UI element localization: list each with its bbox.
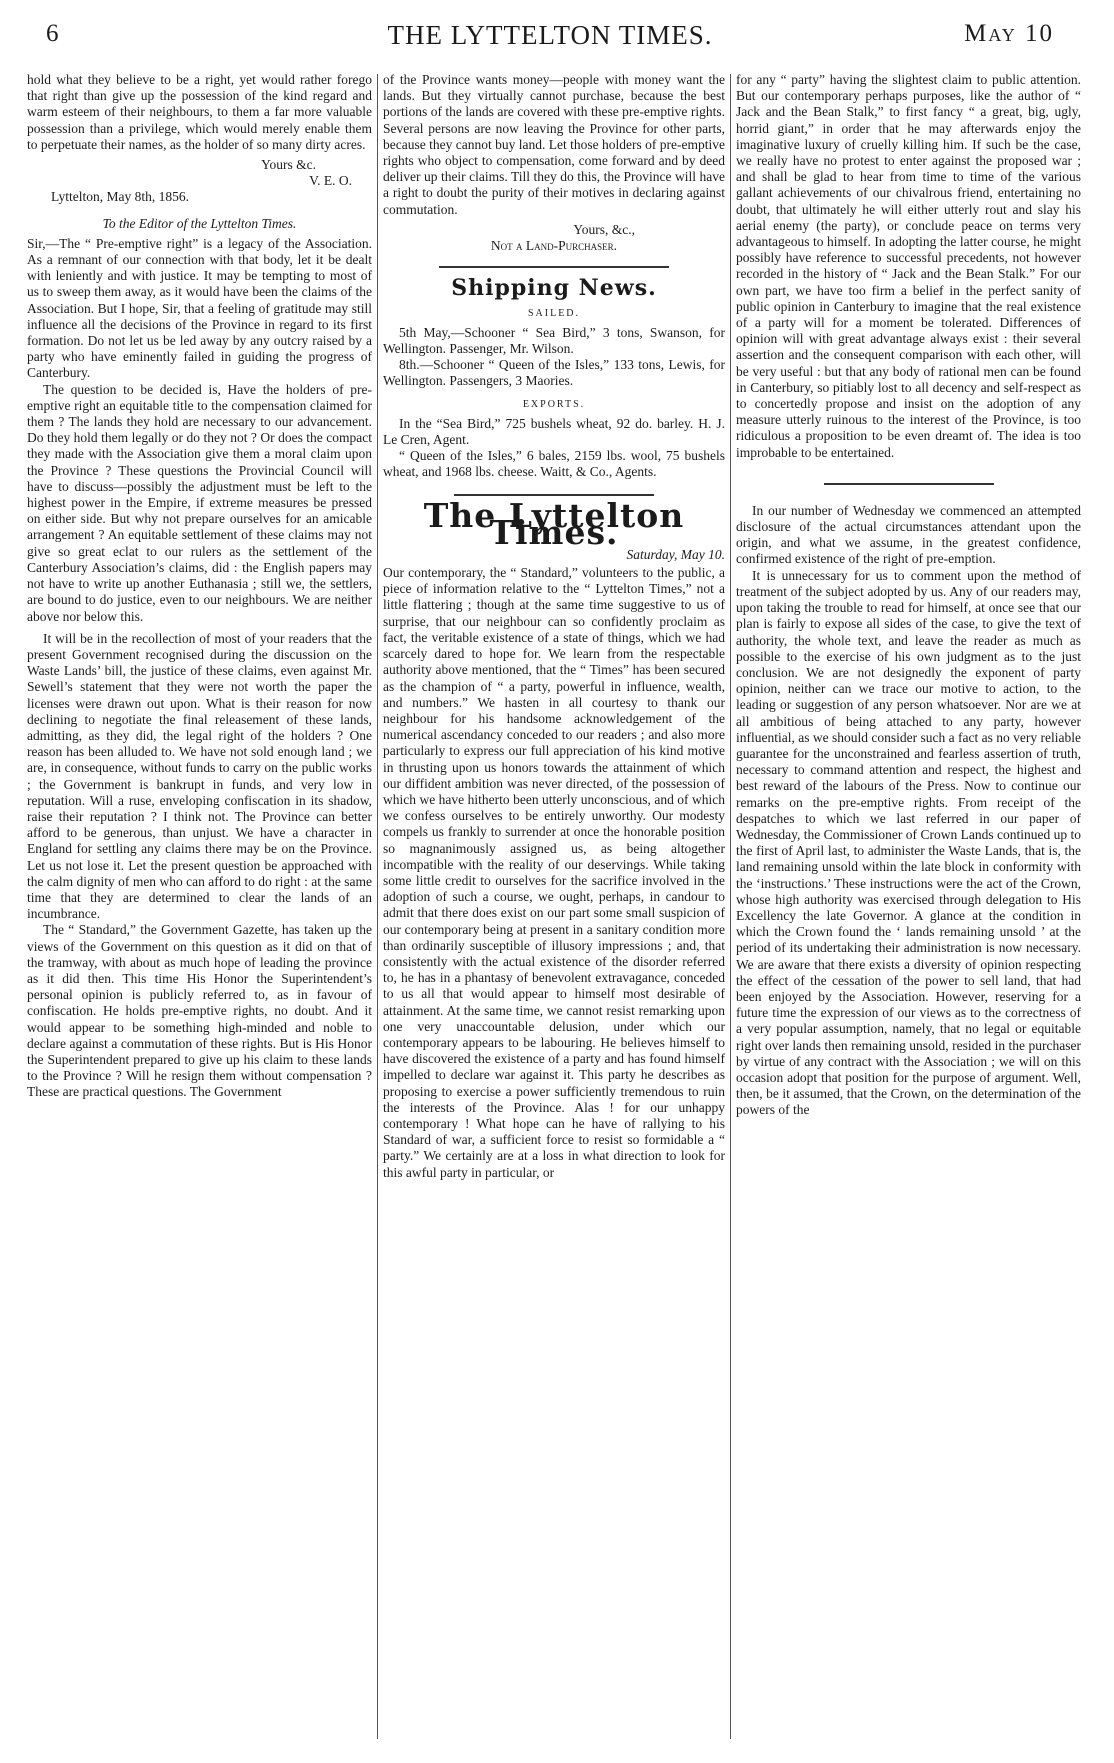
column-divider	[730, 74, 731, 1739]
letter-text: The “ Standard,” the Government Gazette, has taken up the views of the Government on this question as it did on that of the tramway, with about as much hope of leading the province as it did then. This time His Honor the Superintendent’s personal opinion is publicly referred to, as in favour of confiscation. He holds pre-emptive rights, no doubt. And it would appear to be something high-minded and noble to declare against a commutation of these rights. But is His Honor the Superintendent prepared to give up his claim to these lands to the Province ? Will he resign them without compensation ? These are practical questions. The Government	[27, 922, 372, 1100]
letter-text: hold what they believe to be a right, yet would rather forego that right than give up the possession of the kind regard and warm esteem of their neighbours, to them a far more valuable possession than a privilege, which would merely enable them to perpetuate their names, as the holder of so many dirty acres.	[27, 72, 372, 152]
editorial-text: In our number of Wednesday we commenced an attempted disclosure of the actual circumstances attendant upon the origin, and what we assume, in the greatest confidence, confirmed existence of the right of pre-emption.	[736, 502, 1081, 567]
letter-text: The question to be decided is, Have the holders of pre-emptive right an equitable title to the compensation claimed for them ? The lands they hold are necessary to our advancement. Do they hold them legally or do they not ? Or does the compact they made with the Association give them a moral claim upon the Province ? These questions the Provincial Council will have to discuss—possibly the adjustment must be left to the highest power in the Empire, if extreme measures be pressed on either side. But why not prepare ourselves for an amicable arrangement ? An equitable settlement of these claims may not give so great eclat to our rulers as the settlement of the Canterbury Association’s claims, did : the English papers may not have to write up another Euthanasia ; still we, the settlers, are bound to do justice, even to our neighbours. We are neither above nor below this.	[27, 381, 372, 624]
shipping-entry: 5th May,—Schooner “ Sea Bird,” 3 tons, Swanson, for Wellington. Passenger, Mr. Wilson.	[383, 324, 725, 356]
column-1	[27, 72, 372, 1752]
section-rule	[439, 266, 669, 268]
signature-place: Lyttelton, May 8th, 1856.	[51, 189, 189, 205]
exports-entry: In the “Sea Bird,” 725 bushels wheat, 92 do. barley. H. J. Le Cren, Agent.	[383, 415, 725, 447]
editorial-dateline: Saturday, May 10.	[626, 546, 725, 562]
masthead	[46, 20, 1054, 52]
signature-yours: Yours, &c.,	[573, 221, 635, 237]
letter-text: Sir,—The “ Pre-emptive right” is a legacy of the Association. As a remnant of our connection with that body, let it be dealt with leniently and with justice. It may be tempting to most of us to sweep them away, as it would have been the claims of the Association. But I hope, Sir, that a feeling of gratitude may still influence all the decisions of the Province in regard to its first formation. Do not let us be led away by any outcry raised by a party who have eminently failed in guiding the progress of Canterbury.	[27, 235, 372, 381]
editorial-text: Our contemporary, the “ Standard,” volunteers to the public, a piece of information relative to the “ Lyttelton Times,” not a little flattering ; though at the same time suggestive to us of surprise, that our neighbour can so confidently proclaim as fact, the veritable existence of a state of things, which we had scarcely dared to hope for. We learn from the respectable authority above mentioned, that the “ Times” has been secured as the champion of “ a party, powerful in influence, wealth, and numbers.” We hasten in all courtesy to thank our neighbour for his handsome acknowledgement of the numerical ascendancy conceded to our readers ; and also more particularly to express our full appreciation of his kind motive in thrusting upon us honors towards the attainment of which our diffident ambition was never directed, of the possession of which we have hitherto been utterly unconscious, and of which we confess ourselves to be entirely unworthy. Our modesty compels us frankly to surrender at once the honorable position so magnanimously assigned us, as being altogether incompatible with the reality of our deservings. While taking some little credit to ourselves for the sacrifice involved in the adoption of such a course, we ought, perhaps, in candour to admit that there does exist on our part some small suspicion of our contemporary being at present in a sanitary condition more than ordinarily susceptible of illusory impressions ; and, that consistently with the actual existence of the disorder referred to, he has in a phantasy of benevolent extravagance, conceded to us all that would appear to himself most desirable of attainment. At the same time, we cannot resist remarking upon one very unaccountable delusion, under which our contemporary appears to be labouring. He believes himself to have discovered the existence of a party and has found himself impelled to declare war against it. This party he describes as proposing to exercise a power sufficiently tremendous to ruin the interests of the Province. Alas ! for our unhappy contemporary ! What hope can he have of rallying to his Standard of war, a sufficient force to resist so formidable a “ party.” We certainly are at a loss in what direction to look for this awful party in particular, or	[383, 565, 725, 1180]
newspaper-title: THE LYTTELTON TIMES.	[387, 20, 713, 50]
editorial-text: for any “ party” having the slightest claim to public attention. But our contemporary perhaps purposes, like the author of “ Jack and the Bean Stalk,” to first fancy “ a great, big, ugly, horrid giant,” in order that he may afterwards enjoy the imaginative luxury of cruelly killing him. If such be the case, we really have no protest to enter against the proposed war ; and shall be glad to hear from time to time of the various gallant achievements of our chivalrous friend, entertaining no doubt, that ultimately he will either utterly rout and slay his aerial enemy (the party), or conclude peace on terms very advantageous to himself. In adopting the latter course, he might possibly have reference to successful precedents, not however recorded in the history of “ Jack and the Bean Stalk.” For our own part, we have too firm a belief in the perfect sanity of public opinion in Canterbury to imagine that the real existence of a party will for a moment be tolerated. Differences of opinion will with great advantage always exist : their several assertion and the consequent comparison with each other, will be very useful : but that any body of rational men can be found in Canterbury, so pitiably lost to all decency and self-respect as to concertedly propose and insist on the adoption of any measure utterly ruinous to the interest of the Province, is too ridiculous a proposition to be even dreamt of. The idea is too improbable to be entertained.	[736, 72, 1081, 460]
signature-yours: Yours &c.	[261, 157, 316, 173]
editorial-heading: The Lyttelton Times.	[423, 496, 685, 552]
exports-entry: “ Queen of the Isles,” 6 bales, 2159 lbs. wool, 75 bushels wheat, and 1968 lbs. cheese. Waitt, & Co., Agents.	[383, 448, 725, 480]
issue-date: May 10	[964, 20, 1054, 47]
exports-label: EXPORTS.	[522, 399, 586, 411]
column-2	[383, 72, 725, 1752]
shipping-entry: 8th.—Schooner “ Queen of the Isles,” 133 tons, Lewis, for Wellington. Passengers, 3 Maories.	[383, 357, 725, 389]
page-number: 6	[46, 20, 59, 47]
signature-initials: V. E. O.	[309, 173, 352, 189]
letter-text: It will be in the recollection of most of your readers that the present Government recognised during the discussion on the Waste Lands’ bill, the justice of these claims, even against Mr. Sewell’s statement that they were not worth the paper the licenses were drawn out upon. What is their reason for now declining to negotiate the final releasement of these lands, admitting, as they did, the legal right of the holders ? One reason has been alluded to. We have not sold enough land ; we are, in consequence, without funds to carry on the public works ; the Government is bankrupt in funds, and very low in reputation. Will a ruse, enveloping confiscation in its shadow, raise their reputation ? I think not. The Province can better afford to be generous, than unjust. We have a character in England for settling any claims there may be on the Province. Let us not lose it. Let the present question be approached with the calm dignity of men who can afford to do right : at the same time that they are determined to clear the lands of an incumbrance.	[27, 630, 372, 922]
letter-signature	[383, 222, 725, 254]
letter-signature	[27, 157, 372, 206]
letter-text: of the Province wants money—people with money want the lands. But they virtually cannot purchase, because the best portions of the lands are covered with these pre-emptive rights. Several persons are now leaving the Province for other parts, because they cannot buy land. Let those holders of pre-emptive rights who object to compensation, come forward and by deed deliver up their claims. Till they do this, the Province will have a right to doubt the purity of their motives in declaring against commutation.	[383, 72, 725, 217]
letter-heading: To the Editor of the Lyttelton Times.	[102, 215, 297, 231]
editorial-text: It is unnecessary for us to comment upon the method of treatment of the subject adopted by us. Any of our readers may, upon taking the trouble to read for himself, at once see that our plan is fairly to expose all sides of the case, to give the text of authority, the whole text, and leave the reader as much as possible to the exercise of his own judgment as to the just conclusion. We are not designedly the exponent of party opinion, neither can we trace our motive to action, to the leading or suggestion of any person whatsoever. Nor are we at all ambitious of being attached to any party, however influential, as we should consider such a fact as no very reliable guarantee for the unconstrained and fearless assertion of truth, necessary to command attention and respect, the highest and best reward of the labours of the Press. Now to continue our remarks on the pre-emptive rights. From receipt of the despatches to which we last referred in our paper of Wednesday, the Commissioner of Crown Lands continued up to the first of April last, to administer the Waste Lands, that is, the land remaining unsold within the late block in conformity with the ‘instructions.’ These instructions were the act of the Crown, whose high authority was exercised through delegation to His Excellency the late Governor. A glance at the condition in which the Crown found the ‘ lands remaining unsold ’ at the period of its undertaking their administration is now necessary. We are aware that there exists a diversity of opinion respecting the effect of the cessation of the power to sell land, that had been enjoyed by the Association. However, reserving for a future time the expression of our views as to the correctness of a very popular assumption, namely, that no legal or equitable right over lands then remaining unsold, resided in the purchaser by virtue of any contract with the Association ; we will on this occasion adopt that position for the purpose of argument. Well, then, be it assumed, that the Crown, on the determination of the powers of the	[736, 567, 1081, 1118]
signature-name: Not a Land-Purchaser.	[490, 238, 618, 254]
column-3	[736, 72, 1081, 1752]
column-divider	[377, 74, 378, 1739]
shipping-news-heading: Shipping News.	[451, 275, 657, 302]
sailed-label: SAILED.	[527, 308, 581, 320]
section-rule	[824, 483, 994, 485]
